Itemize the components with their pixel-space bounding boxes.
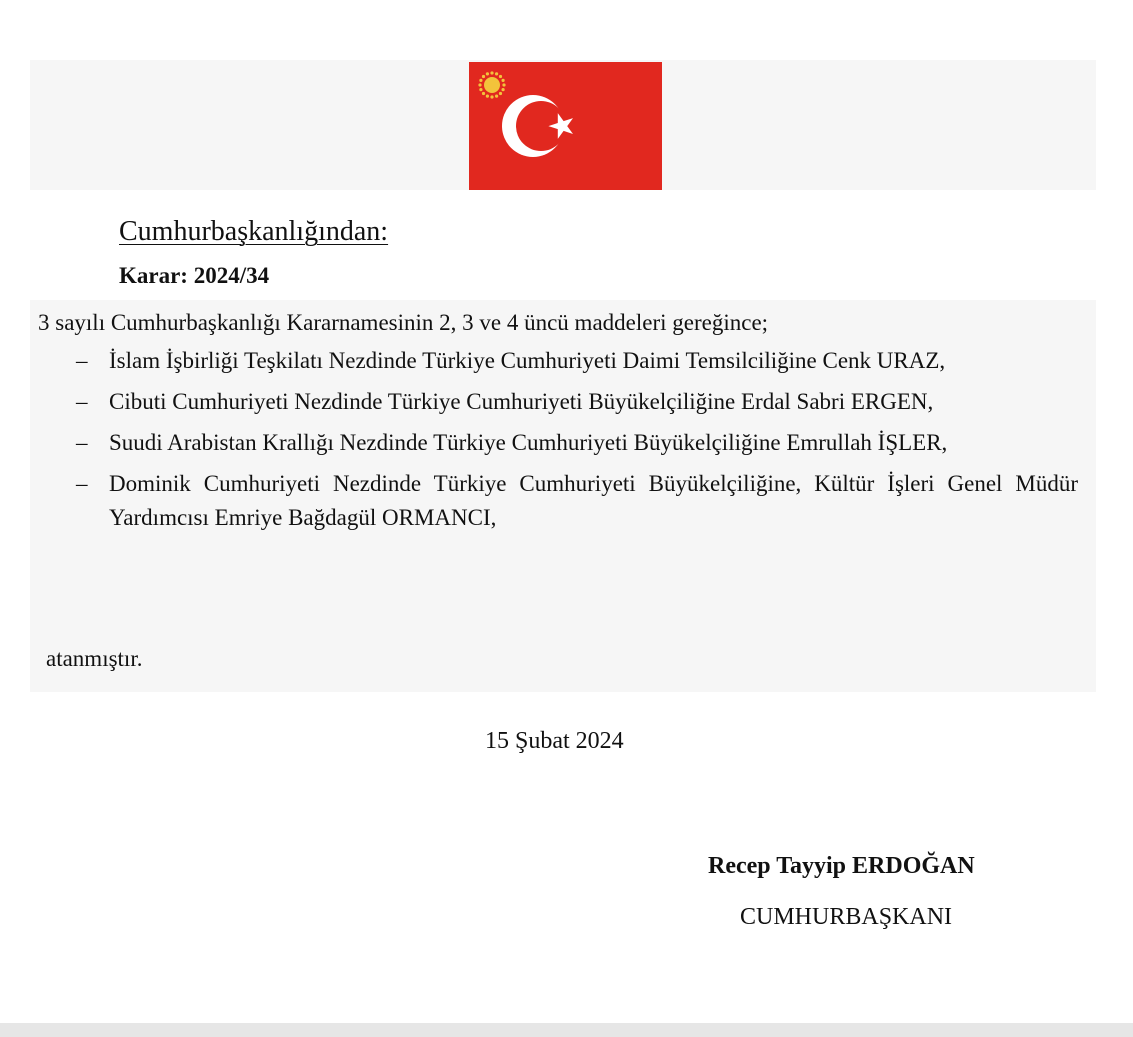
issuer-heading: Cumhurbaşkanlığından: xyxy=(119,216,389,247)
signer-name: Recep Tayyip ERDOĞAN xyxy=(708,853,975,879)
seal-star xyxy=(490,95,493,98)
seal-star xyxy=(479,88,482,91)
seal-star xyxy=(499,75,502,78)
appointment-list xyxy=(76,344,1078,542)
seal-star xyxy=(486,72,489,75)
seal-star xyxy=(501,88,504,91)
intro-paragraph: 3 sayılı Cumhurbaşkanlığı Kararnamesinin 2, 3 ve 4 üncü maddeleri gereğince; xyxy=(38,310,769,335)
bottom-divider xyxy=(0,1023,1133,1037)
dash-bullet: – xyxy=(76,348,88,373)
seal-star xyxy=(482,75,485,78)
signer-title: CUMHURBAŞKANI xyxy=(740,904,953,930)
dash-bullet: – xyxy=(76,389,88,414)
presidential-seal-flag-icon xyxy=(469,62,662,190)
seal-star xyxy=(502,83,505,86)
seal-star xyxy=(501,79,504,82)
seal-star xyxy=(482,92,485,95)
seal-star xyxy=(495,72,498,75)
seal-star xyxy=(486,94,489,97)
dash-bullet: – xyxy=(76,430,88,455)
list-item: – İslam İşbirliği Teşkilatı Nezdinde Türkiye Cumhuriyeti Daimi Temsilciliğine Cenk URAZ, xyxy=(76,344,1078,378)
list-item: – Cibuti Cumhuriyeti Nezdinde Türkiye Cumhuriyeti Büyükelçiliğine Erdal Sabri ERGEN, xyxy=(76,385,1078,419)
closing-text: atanmıştır. xyxy=(46,646,143,671)
seal-star xyxy=(479,79,482,82)
seal-star xyxy=(495,94,498,97)
seal-star xyxy=(499,92,502,95)
dash-bullet: – xyxy=(76,471,88,496)
list-item: – Dominik Cumhuriyeti Nezdinde Türkiye Cumhuriyeti Büyükelçiliğine, Kültür İşleri Genel Müdür Yardımcısı Emriye Bağdagül ORMANCI, xyxy=(76,467,1078,535)
seal-star xyxy=(478,83,481,86)
document-date: 15 Şubat 2024 xyxy=(485,728,624,754)
seal-star xyxy=(490,71,493,74)
list-item: – Suudi Arabistan Krallığı Nezdinde Türkiye Cumhuriyeti Büyükelçiliğine Emrullah İŞLER, xyxy=(76,426,1078,460)
decision-number: Karar: 2024/34 xyxy=(119,263,270,288)
